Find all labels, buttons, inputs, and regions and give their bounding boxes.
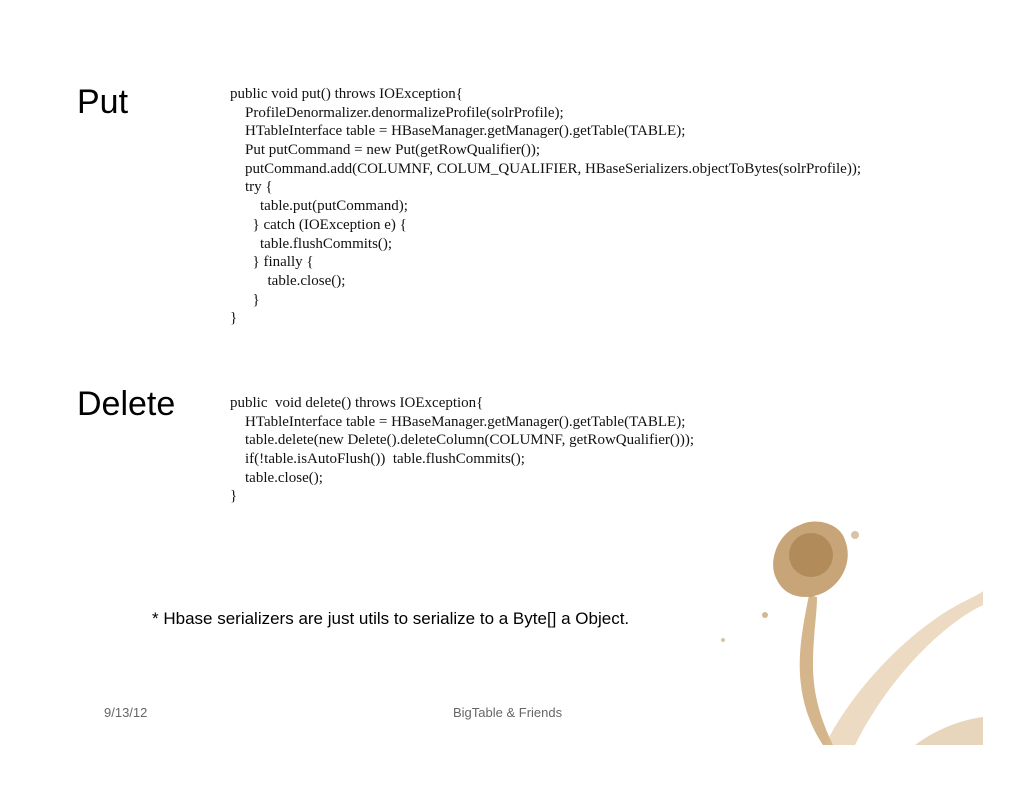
put-title: Put <box>77 83 129 121</box>
footer-date: 9/13/12 <box>104 705 148 720</box>
code-line: if(!table.isAutoFlush()) table.flushCommits(); <box>245 451 525 468</box>
stain-fleck <box>721 638 725 642</box>
stain-spot <box>789 533 833 577</box>
stain-fleck <box>851 531 859 539</box>
code-line: table.close(); <box>245 469 323 486</box>
footer-title: BigTable & Friends <box>453 705 563 720</box>
code-line: public void put() throws IOException{ <box>230 86 463 102</box>
code-line: public void delete() throws IOException{ <box>230 395 484 411</box>
delete-code-block <box>230 394 694 506</box>
footnote: * Hbase serializers are just utils to serialize to a Byte[] a Object. <box>152 609 630 628</box>
code-line: table.delete(new Delete().deleteColumn(COLUMNF, getRowQualifier())); <box>245 432 695 449</box>
stain-fleck <box>762 612 768 618</box>
code-line: } <box>230 310 238 327</box>
code-line: } <box>230 488 238 505</box>
code-line: HTableInterface table = HBaseManager.getManager().getTable(TABLE); <box>245 413 686 430</box>
stain-ring-lower <box>915 717 983 745</box>
put-code-block <box>230 85 861 328</box>
stain-ring <box>825 591 983 745</box>
code-line: putCommand.add(COLUMNF, COLUM_QUALIFIER, HBaseSerializers.objectToBytes(solrProfile)); <box>245 160 861 177</box>
code-line: table.put(putCommand); <box>260 198 408 215</box>
code-line: } finally { <box>252 254 314 271</box>
code-line: ProfileDenormalizer.denormalizeProfile(solrProfile); <box>245 104 564 121</box>
code-line: table.flushCommits(); <box>260 235 393 252</box>
code-line: HTableInterface table = HBaseManager.getManager().getTable(TABLE); <box>245 123 686 140</box>
delete-title: Delete <box>77 385 176 423</box>
code-line: table.close(); <box>267 272 346 289</box>
code-line: } <box>252 291 260 308</box>
code-line: } catch (IOException e) { <box>252 216 407 233</box>
coffee-stain-image <box>705 505 985 750</box>
code-line: try { <box>245 179 273 196</box>
code-line: Put putCommand = new Put(getRowQualifier()); <box>245 142 541 159</box>
stain-drip <box>800 595 833 745</box>
